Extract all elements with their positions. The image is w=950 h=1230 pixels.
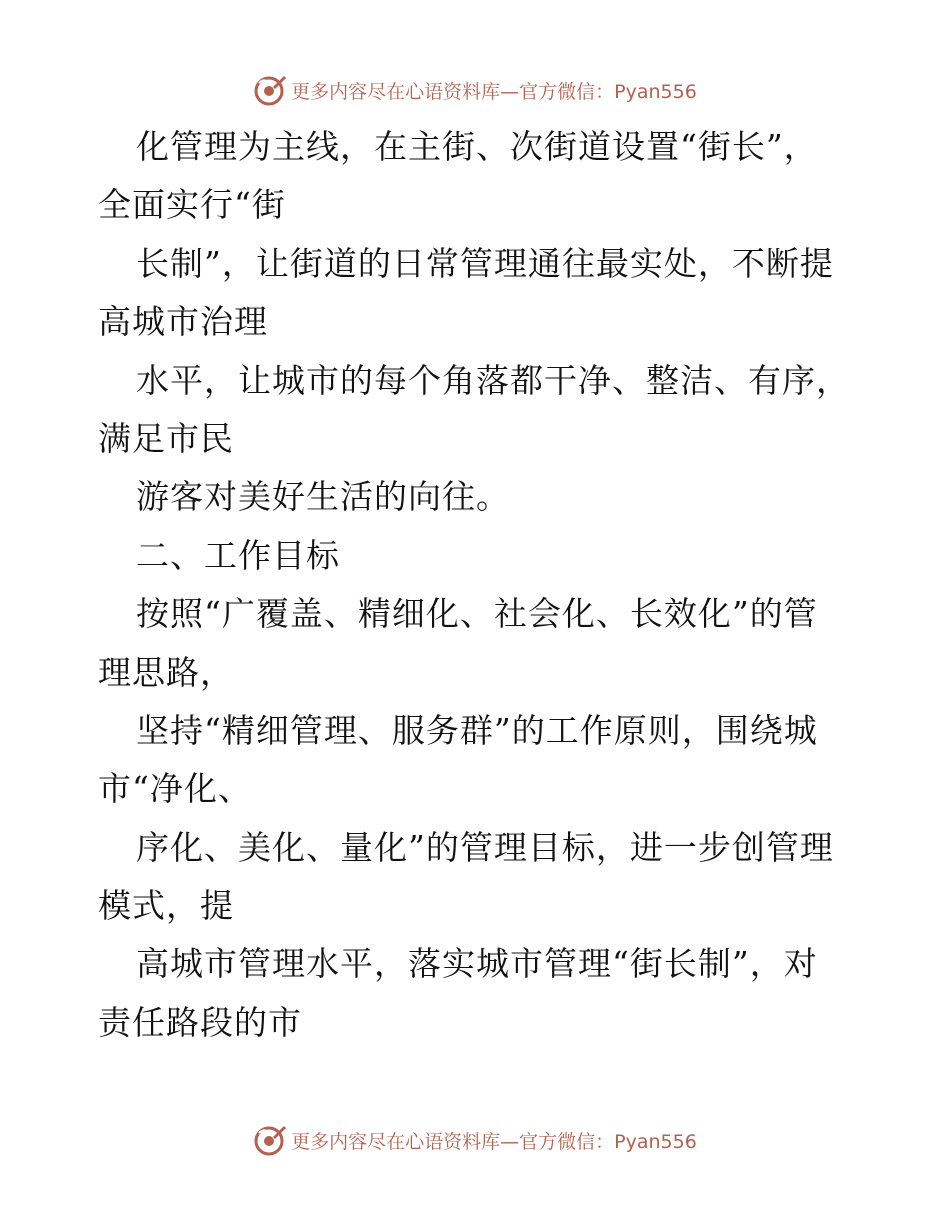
text-line: 长制”，让街道的日常管理通往最实处，不断提 <box>136 243 834 283</box>
text-line: 满足市民 <box>98 418 234 458</box>
text-line: 市“净化、 <box>98 769 252 809</box>
text-line: 责任路段的市 <box>98 1002 302 1042</box>
pen-nib-circle-icon <box>253 73 287 107</box>
text-line: 理思路， <box>98 652 234 692</box>
section-heading: 二、工作目标 <box>136 535 340 575</box>
text-line: 全面实行“街 <box>98 185 286 225</box>
footer-banner-text: 更多内容尽在心语资料库—官方微信：Pyan556 <box>291 1130 697 1153</box>
text-line: 游客对美好生活的向往。 <box>136 477 510 517</box>
text-line: 序化、美化、量化”的管理目标，进一步创管理 <box>136 827 834 867</box>
text-line: 高城市管理水平，落实城市管理“街长制”，对 <box>136 944 818 984</box>
pen-nib-circle-icon <box>253 1123 287 1157</box>
header-banner-text: 更多内容尽在心语资料库—官方微信：Pyan556 <box>291 80 697 103</box>
text-line: 高城市治理 <box>98 302 268 342</box>
text-line: 模式，提 <box>98 886 234 926</box>
header-banner <box>0 70 950 110</box>
document-body <box>98 118 858 1052</box>
text-line: 按照“广覆盖、精细化、社会化、长效化”的管 <box>136 594 818 634</box>
text-line: 化管理为主线，在主街、次街道设置“街长”， <box>136 127 818 166</box>
text-line: 坚持“精细管理、服务群”的工作原则，围绕城 <box>136 710 818 750</box>
footer-banner <box>0 1120 950 1160</box>
text-line: 水平，让城市的每个角落都干净、整洁、有序， <box>136 360 850 400</box>
